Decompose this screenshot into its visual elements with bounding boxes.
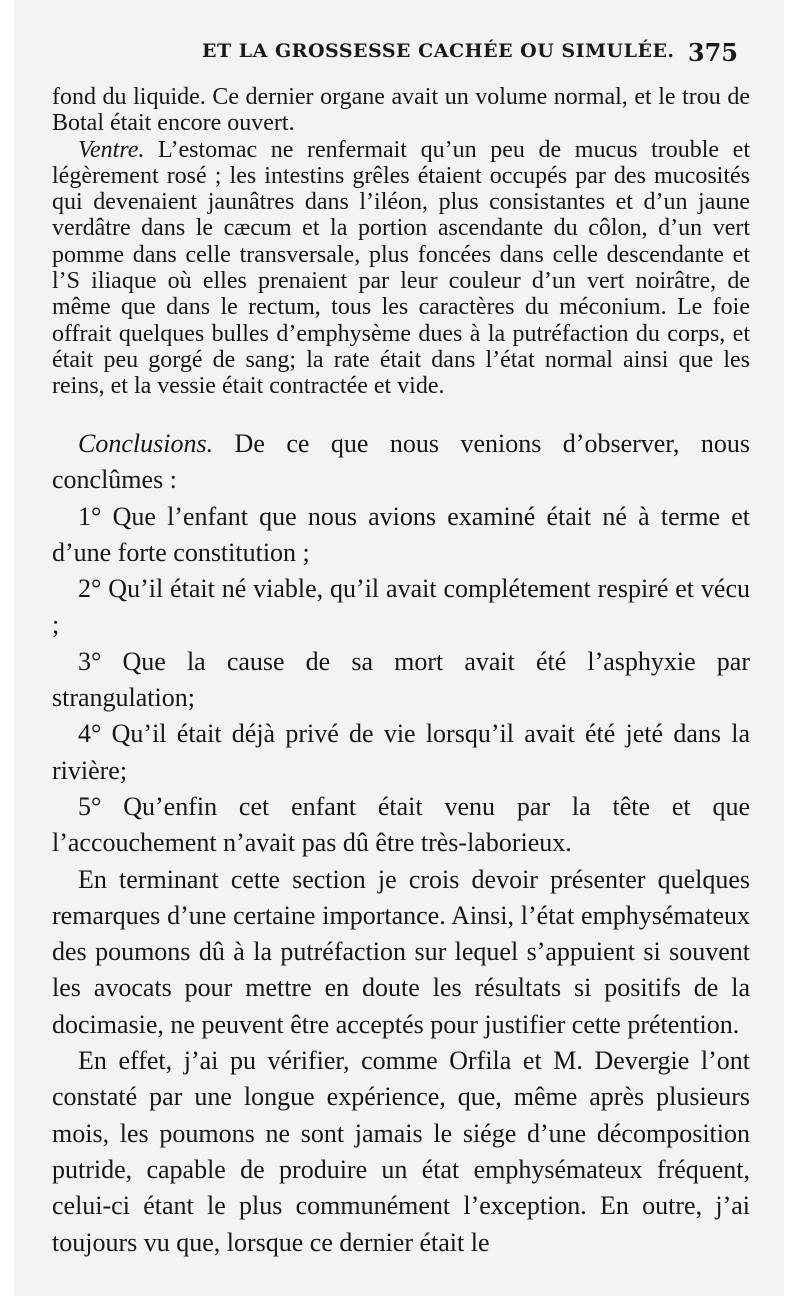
ventre-label: Ventre.: [78, 136, 145, 163]
paragraph-ventre: [52, 137, 750, 400]
conclusions-text-block: [52, 426, 750, 1261]
paragraph-heart: [52, 84, 750, 137]
conclusion-item-1: 1° Que l’enfant que nous avions examiné était né à terme et d’une forte constitution ;: [52, 501, 750, 567]
conclusion-item-4: 4° Qu’il était déjà privé de vie lorsqu’il avait été jeté dans la rivière;: [52, 719, 750, 785]
ventre-text: L’estomac ne renfermait qu’un peu de mucus trouble et légèrement rosé ; les intestins grêles étaient occupés par des mucosités qui devenaient jaunâtres dans l’iléon, plus consistantes et d’un jaune verdâtre dans le cæcum et la portion ascendante du côlon, d’un vert pomme dans celle transversale, plus foncées dans celle descendante et l’S iliaque où elles prenaient par leur couleur d’un vert noirâtre, de même que dans le rectum, tous les caractères du méconium. Le foie offrait quelques bulles d’emphysème dues à la putréfaction du corps, et était peu gorgé de sang; la rate était dans l’état normal ainsi que les reins, et la vessie était contractée et vide.: [52, 136, 750, 400]
page-header: [14, 40, 784, 72]
conclusion-item-3: 3° Que la cause de sa mort avait été l’asphyxie par strangulation;: [52, 646, 750, 713]
running-head: ET LA GROSSESSE CACHÉE OU SIMULÉE.: [202, 40, 675, 62]
conclusions-label: Conclusions.: [78, 429, 214, 458]
paragraph-remarks: En terminant cette section je crois devoir présenter quelques remarques d’une certaine importance. Ainsi, l’état emphysémateux des poumons dû à la putréfaction sur lequel s’appuient si souvent les avocats pour mettre en doute les résultats si positifs de la docimasie, ne peuvent être acceptés pour justifier cette prétention.: [52, 864, 750, 1039]
conclusion-item-2: 2° Qu’il était né viable, qu’il avait complétement respiré et vécu ;: [52, 574, 750, 640]
conclusions-text: De ce que nous venions d’observer, nous conclûmes :: [52, 429, 750, 495]
conclusion-item-5: 5° Qu’enfin cet enfant était venu par la tête et que l’accouchement n’avait pas dû être très-laborieux.: [52, 791, 750, 858]
autopsy-text-block: [52, 84, 750, 400]
paragraph-conclusions: [52, 426, 750, 499]
paragraph-text: fond du liquide. Ce dernier organe avait un volume normal, et le trou de Botal était encore ouvert.: [52, 84, 750, 137]
paragraph-en-effet: En effet, j’ai pu vérifier, comme Orfila et M. Devergie l’ont constaté par une longue expérience, que, même après plusieurs mois, les poumons ne sont jamais le siége d’une décomposition putride, capable de produire un état emphysémateux fréquent, celui-ci étant le plus communément l’exception. En outre, j’ai toujours vu que, lorsque ce dernier était le: [52, 1046, 750, 1257]
book-page: [14, 0, 784, 1296]
page-number: 375: [687, 38, 738, 67]
